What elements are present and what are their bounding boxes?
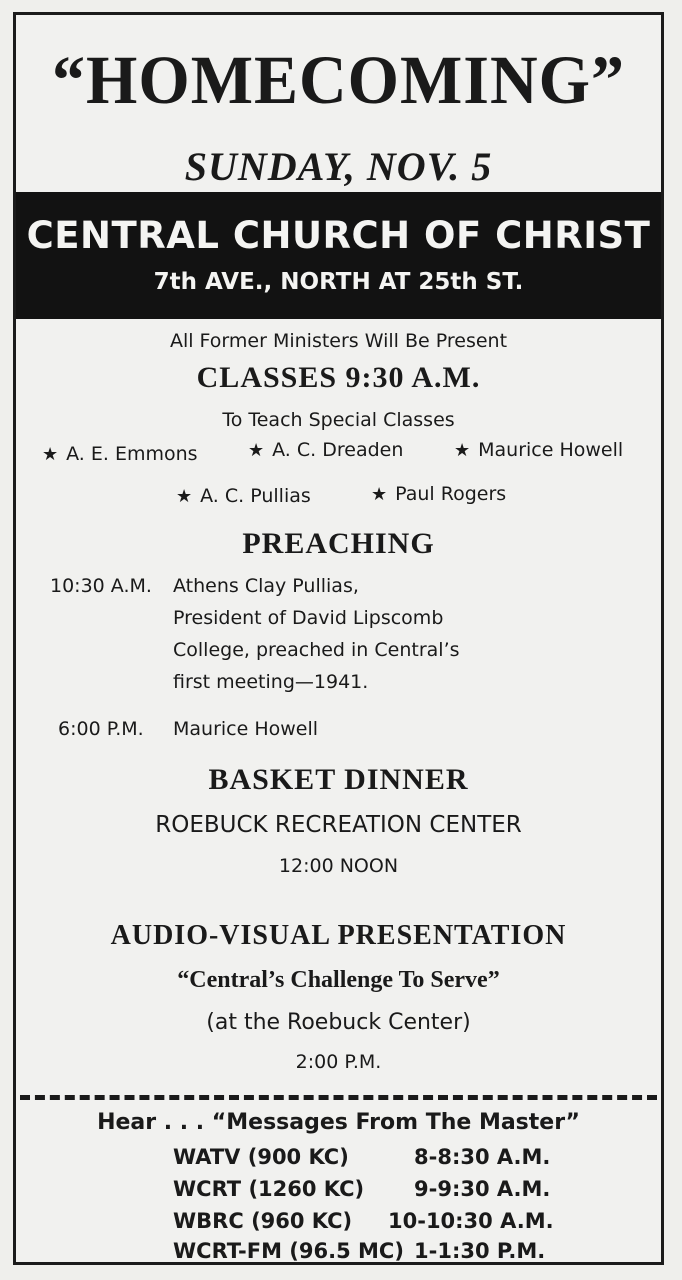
radio-time: 10-10:30 A.M. [388,1209,554,1233]
star-icon: ★ [176,486,193,507]
teacher-item [42,443,198,465]
homecoming-ad [13,12,664,1265]
morning-line: President of David Lipscomb [173,607,444,629]
star-icon: ★ [371,484,388,505]
presentation-title: “Central’s Challenge To Serve” [177,967,500,993]
church-banner [16,192,661,319]
teacher-item [454,439,623,461]
teacher-item [371,483,506,505]
presentation-heading: AUDIO-VISUAL PRESENTATION [110,920,567,951]
teacher-name: Maurice Howell [478,439,624,461]
radio-station: WBRC (960 KC) [173,1209,353,1233]
teacher-item [248,439,403,461]
dinner-time: 12:00 NOON [278,855,399,877]
presentation-location: (at the Roebuck Center) [206,1010,471,1035]
presentation-time: 2:00 P.M. [295,1051,382,1073]
teacher-name: Paul Rogers [395,483,507,505]
event-date: SUNDAY, NOV. 5 [184,144,493,189]
radio-station: WATV (900 KC) [173,1145,349,1169]
dinner-heading: BASKET DINNER [208,763,469,796]
classes-subheading: To Teach Special Classes [222,409,455,431]
star-icon: ★ [248,440,265,461]
radio-time: 1-1:30 P.M. [414,1239,546,1263]
evening-time: 6:00 P.M. [58,718,144,740]
radio-time: 9-9:30 A.M. [414,1177,551,1201]
morning-line: Athens Clay Pullias, [173,575,359,597]
preaching-heading: PREACHING [242,527,435,560]
radio-heading: Hear . . . “Messages From The Master” [97,1110,580,1135]
morning-line: College, preached in Central’s [173,639,460,661]
classes-heading: CLASSES 9:30 A.M. [196,361,481,394]
star-icon: ★ [42,444,59,465]
morning-line: first meeting—1941. [173,671,369,693]
star-icon: ★ [454,440,471,461]
radio-station: WCRT-FM (96.5 MC) [173,1239,404,1263]
headline: “HOMECOMING” [52,42,625,119]
ministers-note: All Former Ministers Will Be Present [169,330,508,352]
evening-preacher: Maurice Howell [173,718,319,740]
church-name: CENTRAL CHURCH OF CHRIST [26,214,651,257]
teacher-name: A. C. Pullias [200,485,311,507]
teacher-name: A. C. Dreaden [272,439,404,461]
radio-time: 8-8:30 A.M. [414,1145,551,1169]
morning-time: 10:30 A.M. [50,575,152,597]
dinner-location: ROEBUCK RECREATION CENTER [155,812,522,838]
dashed-divider [20,1095,657,1100]
teacher-name: A. E. Emmons [66,443,198,465]
church-address: 7th AVE., NORTH AT 25th ST. [153,269,524,295]
radio-station: WCRT (1260 KC) [173,1177,365,1201]
teacher-item [176,485,311,507]
